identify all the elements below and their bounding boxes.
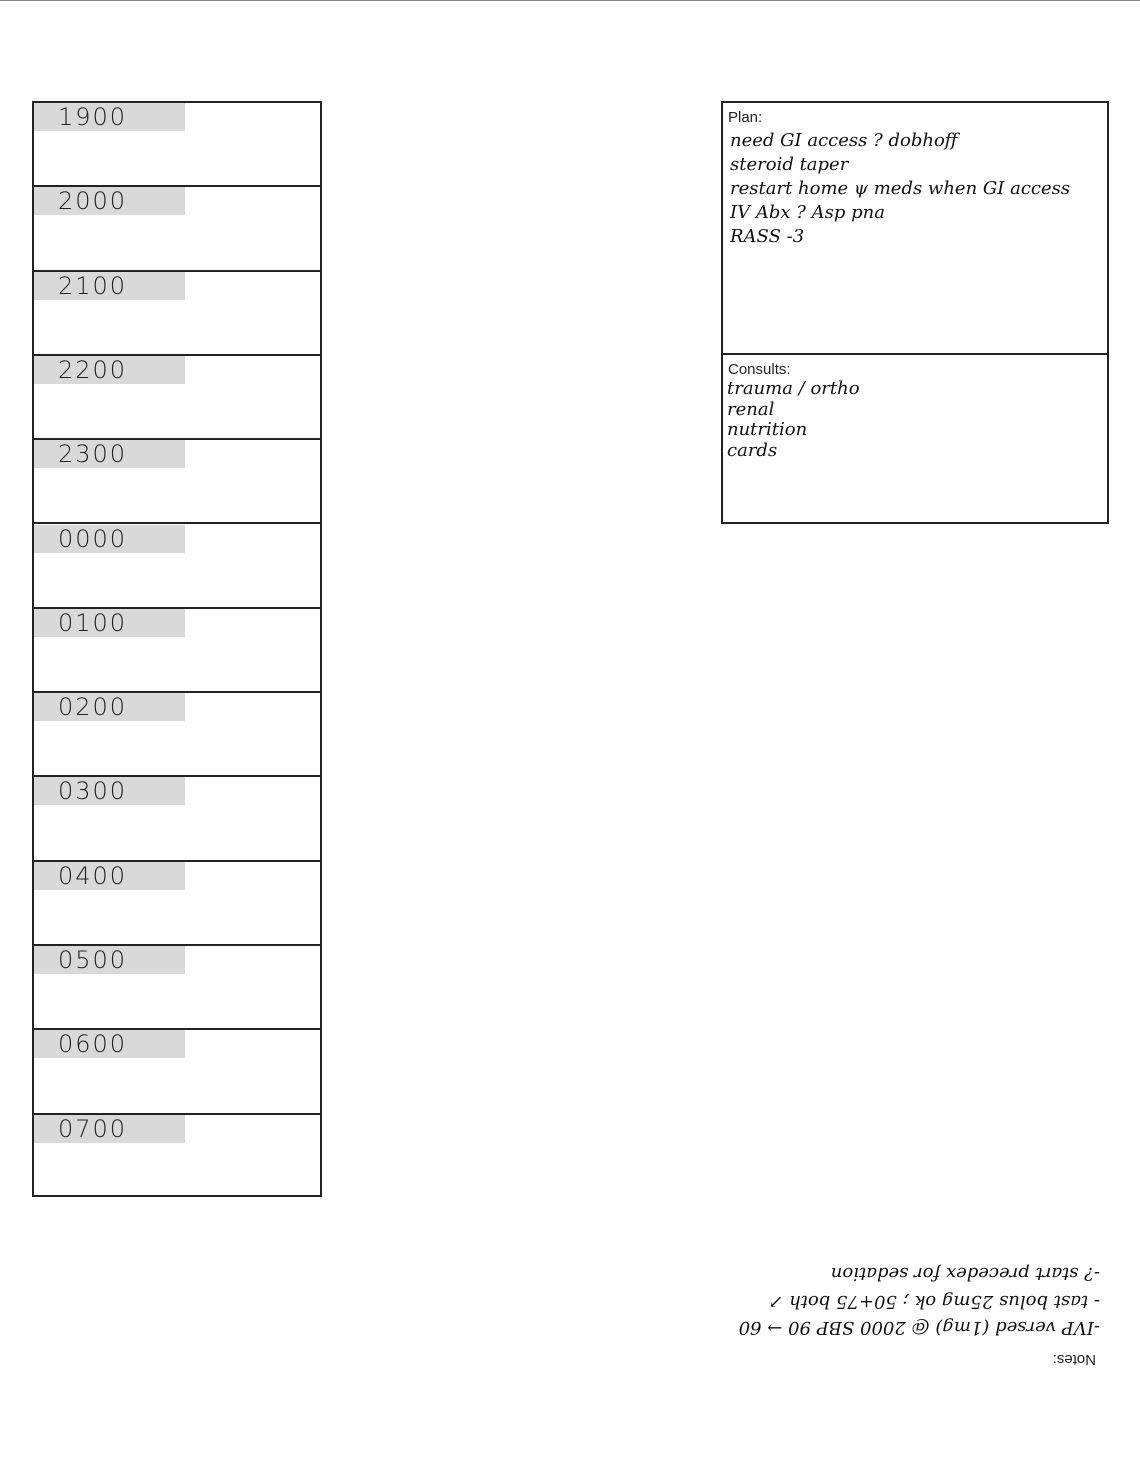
time-slot[interactable] <box>34 187 320 271</box>
time-slot[interactable] <box>34 356 320 440</box>
hourly-time-column <box>32 101 322 1197</box>
time-slot[interactable] <box>34 1115 320 1199</box>
notes-line: -? start precedex for sedation <box>830 1263 1100 1284</box>
consult-line: nutrition <box>727 419 808 440</box>
plan-line: steroid taper <box>730 154 849 175</box>
page-top-border <box>0 0 1140 1</box>
time-slot[interactable] <box>34 946 320 1030</box>
time-label: 0600 <box>58 1030 128 1059</box>
plan-section[interactable] <box>721 101 1109 355</box>
plan-heading: Plan: <box>728 109 763 126</box>
time-label: 0200 <box>58 693 128 722</box>
notes-line: - tast bolus 25mg ok ; 50+75 both ↗ <box>768 1291 1100 1312</box>
time-slot[interactable] <box>34 862 320 946</box>
plan-line: RASS -3 <box>730 226 805 247</box>
time-slot[interactable] <box>34 777 320 861</box>
time-slot[interactable] <box>34 693 320 777</box>
time-label: 0300 <box>58 777 128 806</box>
consult-line: renal <box>727 399 775 420</box>
time-slot[interactable] <box>34 609 320 693</box>
notes-heading: Notes: <box>1052 1351 1096 1368</box>
time-label: 0000 <box>58 524 128 553</box>
plan-line: restart home ψ meds when GI access <box>730 178 1071 199</box>
time-slot[interactable] <box>34 525 320 609</box>
time-label: 2000 <box>58 187 128 216</box>
time-label: 0400 <box>58 861 128 890</box>
consults-heading: Consults: <box>728 361 791 378</box>
plan-line: need GI access ? dobhoff <box>730 130 958 151</box>
time-slot[interactable] <box>34 272 320 356</box>
time-label: 0500 <box>58 946 128 974</box>
time-label: 1900 <box>58 103 128 131</box>
time-label: 0100 <box>58 608 128 637</box>
notes-line: -IVP versed (1mg) @ 2000 SBP 90 → 60 <box>738 1317 1100 1338</box>
time-label: 2100 <box>58 271 128 300</box>
plan-line: IV Abx ? Asp pna <box>730 202 885 223</box>
consults-section[interactable] <box>721 353 1109 524</box>
time-slot[interactable] <box>34 440 320 524</box>
consult-line: trauma / ortho <box>727 378 860 399</box>
time-label: 2300 <box>58 440 128 469</box>
consult-line: cards <box>727 440 778 461</box>
notes-section[interactable] <box>620 1240 1110 1370</box>
time-label: 2200 <box>58 355 128 384</box>
time-slot[interactable] <box>34 1030 320 1114</box>
time-label: 0700 <box>58 1114 128 1143</box>
time-slot[interactable] <box>34 103 320 187</box>
